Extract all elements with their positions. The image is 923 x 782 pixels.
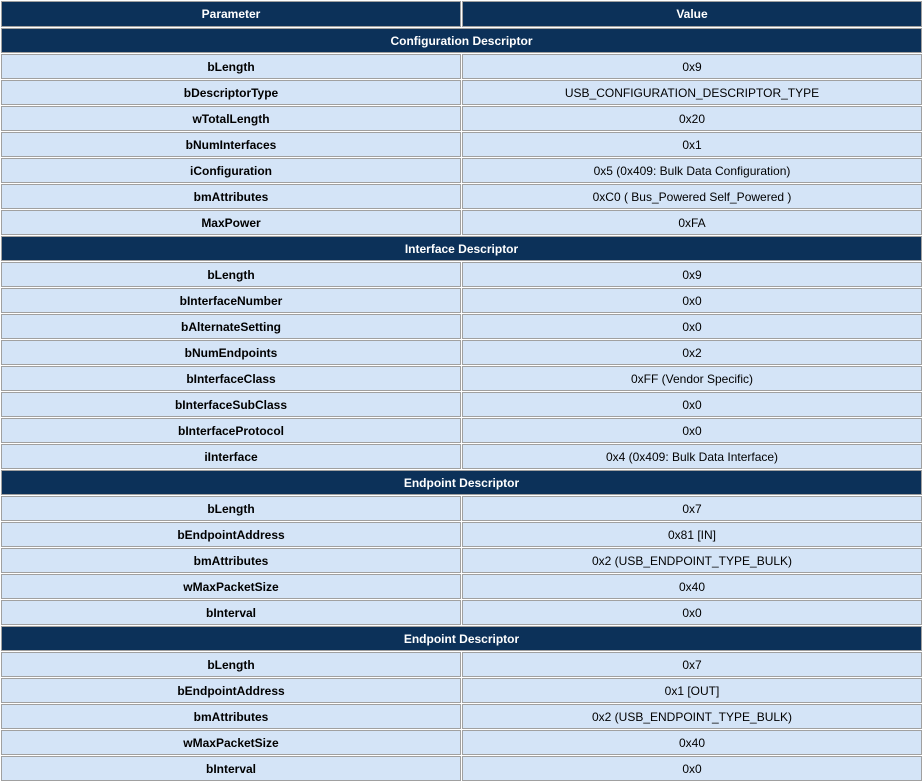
parameter-cell: bInterfaceSubClass	[1, 392, 461, 417]
table-row	[1, 600, 922, 625]
value-cell: 0x0	[462, 756, 922, 781]
table-row	[1, 496, 922, 521]
column-header-row	[1, 1, 922, 27]
table-row	[1, 392, 922, 417]
table-row	[1, 444, 922, 469]
value-cell: 0x1	[462, 132, 922, 157]
table-row	[1, 522, 922, 547]
section-title: Endpoint Descriptor	[1, 470, 922, 495]
value-cell: 0x7	[462, 496, 922, 521]
value-cell: 0x1 [OUT]	[462, 678, 922, 703]
table-row	[1, 158, 922, 183]
value-cell: 0x81 [IN]	[462, 522, 922, 547]
parameter-cell: wMaxPacketSize	[1, 574, 461, 599]
column-header-parameter: Parameter	[1, 1, 461, 27]
parameter-cell: bInterfaceClass	[1, 366, 461, 391]
table-row	[1, 106, 922, 131]
parameter-cell: bLength	[1, 54, 461, 79]
section-header-row	[1, 470, 922, 495]
value-cell: 0x0	[462, 314, 922, 339]
table-row	[1, 574, 922, 599]
value-cell: 0x2	[462, 340, 922, 365]
value-cell: 0x5 (0x409: Bulk Data Configuration)	[462, 158, 922, 183]
table-row	[1, 288, 922, 313]
table-row	[1, 366, 922, 391]
table-row	[1, 418, 922, 443]
parameter-cell: bLength	[1, 496, 461, 521]
table-row	[1, 210, 922, 235]
parameter-cell: bEndpointAddress	[1, 678, 461, 703]
section-title: Endpoint Descriptor	[1, 626, 922, 651]
table-row	[1, 756, 922, 781]
table-row	[1, 704, 922, 729]
table-row	[1, 678, 922, 703]
parameter-cell: wMaxPacketSize	[1, 730, 461, 755]
value-cell: 0xC0 ( Bus_Powered Self_Powered )	[462, 184, 922, 209]
parameter-cell: bLength	[1, 262, 461, 287]
parameter-cell: bInterfaceProtocol	[1, 418, 461, 443]
parameter-cell: bLength	[1, 652, 461, 677]
value-cell: 0x40	[462, 730, 922, 755]
parameter-cell: bNumEndpoints	[1, 340, 461, 365]
value-cell: 0x20	[462, 106, 922, 131]
parameter-cell: iConfiguration	[1, 158, 461, 183]
value-cell: 0x2 (USB_ENDPOINT_TYPE_BULK)	[462, 704, 922, 729]
parameter-cell: bInterval	[1, 600, 461, 625]
parameter-cell: bInterfaceNumber	[1, 288, 461, 313]
table-row	[1, 730, 922, 755]
parameter-cell: bNumInterfaces	[1, 132, 461, 157]
parameter-cell: bEndpointAddress	[1, 522, 461, 547]
section-header-row	[1, 626, 922, 651]
parameter-cell: bmAttributes	[1, 548, 461, 573]
value-cell: 0x0	[462, 288, 922, 313]
value-cell: USB_CONFIGURATION_DESCRIPTOR_TYPE	[462, 80, 922, 105]
table-row	[1, 548, 922, 573]
value-cell: 0x40	[462, 574, 922, 599]
table-row	[1, 132, 922, 157]
value-cell: 0xFA	[462, 210, 922, 235]
value-cell: 0x2 (USB_ENDPOINT_TYPE_BULK)	[462, 548, 922, 573]
value-cell: 0xFF (Vendor Specific)	[462, 366, 922, 391]
parameter-cell: bInterval	[1, 756, 461, 781]
value-cell: 0x9	[462, 262, 922, 287]
section-title: Interface Descriptor	[1, 236, 922, 261]
value-cell: 0x0	[462, 600, 922, 625]
table-row	[1, 80, 922, 105]
table-row	[1, 262, 922, 287]
table-row	[1, 314, 922, 339]
parameter-cell: bmAttributes	[1, 184, 461, 209]
section-header-row	[1, 28, 922, 53]
section-title: Configuration Descriptor	[1, 28, 922, 53]
value-cell: 0x0	[462, 392, 922, 417]
value-cell: 0x9	[462, 54, 922, 79]
section-header-row	[1, 236, 922, 261]
parameter-cell: bDescriptorType	[1, 80, 461, 105]
column-header-value: Value	[462, 1, 922, 27]
parameter-cell: bAlternateSetting	[1, 314, 461, 339]
parameter-cell: MaxPower	[1, 210, 461, 235]
table-row	[1, 652, 922, 677]
value-cell: 0x7	[462, 652, 922, 677]
table-row	[1, 184, 922, 209]
parameter-cell: wTotalLength	[1, 106, 461, 131]
parameter-cell: bmAttributes	[1, 704, 461, 729]
value-cell: 0x4 (0x409: Bulk Data Interface)	[462, 444, 922, 469]
parameter-cell: iInterface	[1, 444, 461, 469]
value-cell: 0x0	[462, 418, 922, 443]
table-row	[1, 54, 922, 79]
table-row	[1, 340, 922, 365]
